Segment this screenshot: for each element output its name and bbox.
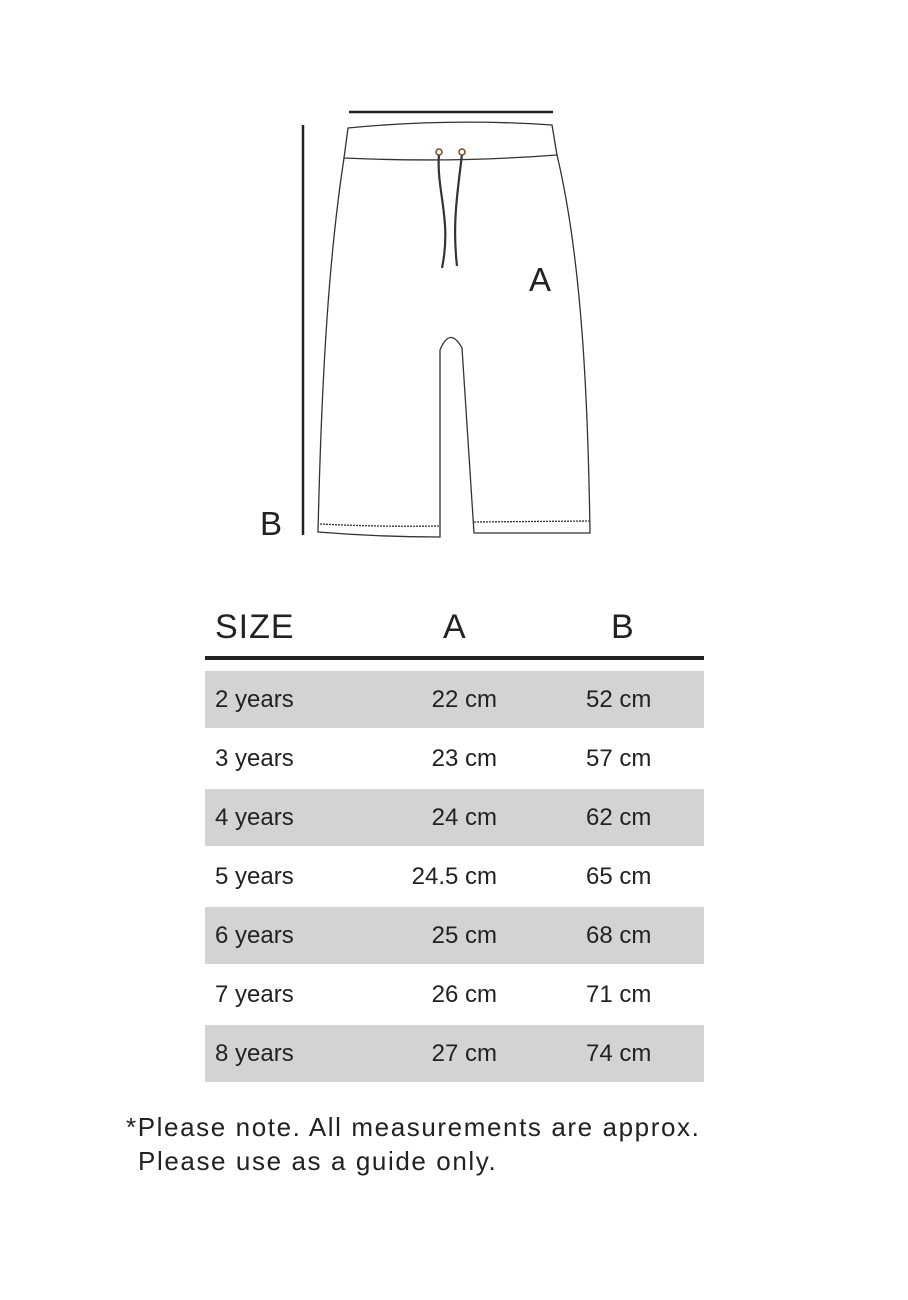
drawstrings xyxy=(439,154,462,268)
shorts-body xyxy=(318,155,590,537)
cell-size: 6 years xyxy=(215,922,294,949)
table-row xyxy=(205,730,704,787)
cell-a: 22 cm xyxy=(431,686,497,713)
note-line-1: *Please note. All measurements are approx. xyxy=(126,1112,701,1142)
cell-size: 2 years xyxy=(215,686,294,713)
table-header xyxy=(205,600,704,660)
hem-left xyxy=(320,524,439,526)
eyelet-right xyxy=(459,149,465,155)
waistband xyxy=(344,122,557,160)
table-body xyxy=(205,671,704,1082)
shorts-diagram xyxy=(0,0,908,560)
size-chart-table xyxy=(205,600,704,1084)
table-row xyxy=(205,671,704,728)
note-line-2: Please use as a guide only. xyxy=(138,1146,498,1176)
drawstring-right xyxy=(455,154,462,266)
header-b: B xyxy=(611,608,635,646)
cell-size: 4 years xyxy=(215,804,294,831)
cell-a: 26 cm xyxy=(431,981,497,1008)
dimension-label-b: B xyxy=(260,505,283,542)
cell-b: 62 cm xyxy=(586,804,652,831)
header-a: A xyxy=(443,608,467,646)
cell-size: 8 years xyxy=(215,1040,294,1067)
hem-right xyxy=(474,521,589,522)
cell-b: 65 cm xyxy=(586,863,652,890)
cell-b: 68 cm xyxy=(586,922,652,949)
shorts-outline xyxy=(318,122,590,537)
cell-size: 3 years xyxy=(215,745,294,772)
table-row xyxy=(205,1025,704,1082)
cell-b: 57 cm xyxy=(586,745,652,772)
cell-a: 23 cm xyxy=(431,745,497,772)
table-row xyxy=(205,848,704,905)
cell-b: 71 cm xyxy=(586,981,652,1008)
eyelet-left xyxy=(436,149,442,155)
table-row xyxy=(205,966,704,1023)
disclaimer-note xyxy=(126,1110,700,1178)
cell-a: 25 cm xyxy=(431,922,497,949)
cell-size: 5 years xyxy=(215,863,294,890)
table-row xyxy=(205,907,704,964)
cell-b: 74 cm xyxy=(586,1040,652,1067)
drawstring-left xyxy=(439,154,446,268)
shorts-illustration xyxy=(0,0,908,560)
cell-b: 52 cm xyxy=(586,686,652,713)
cell-a: 27 cm xyxy=(431,1040,497,1067)
table-row xyxy=(205,789,704,846)
cell-a: 24 cm xyxy=(431,804,497,831)
dimension-label-a: A xyxy=(529,261,552,298)
cell-size: 7 years xyxy=(215,981,294,1008)
header-size: SIZE xyxy=(215,608,295,646)
cell-a: 24.5 cm xyxy=(411,863,497,890)
